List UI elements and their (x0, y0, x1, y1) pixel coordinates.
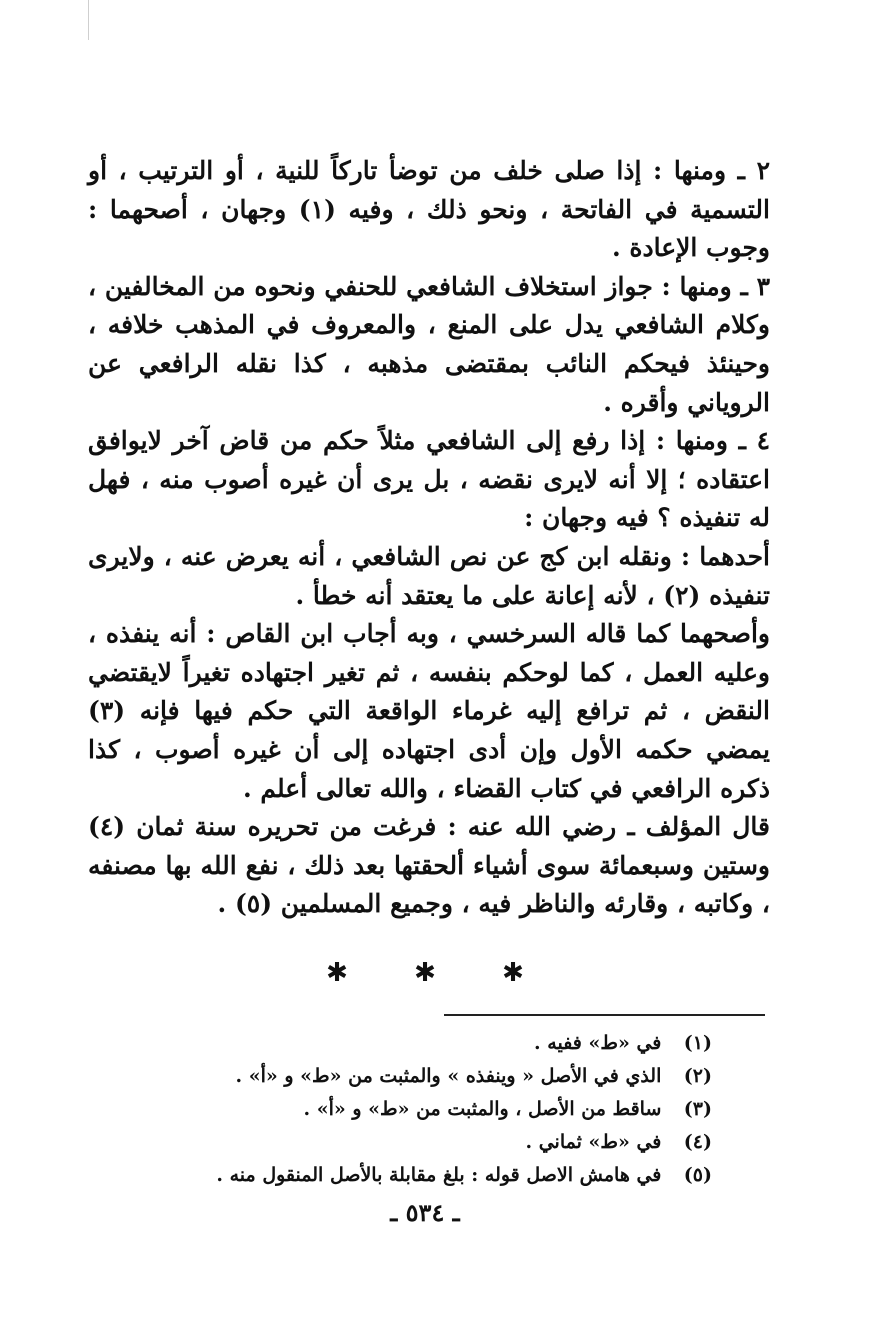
footnote (152, 1093, 712, 1126)
footnote-number: (٢) (683, 1065, 712, 1087)
star-ornament-icon: ✱ (502, 958, 524, 988)
footnote-number: (١) (683, 1032, 712, 1054)
footnote-text: ساقط من الأصل ، والمثبت من «ط» و «أ» . (303, 1098, 662, 1120)
section-end-ornaments (320, 956, 530, 990)
paragraph: ٣ ـ ومنها : جواز استخلاف الشافعي للحنفي ونحوه من المخالفين ، وكلام الشافعي يدل على المنع ، والمعروف في المذهب خلافه ، وحينئذ فيحكم النائب بمقتضى مذهبه ، كذا نقله الرافعي عن الروياني وأقره . (88, 271, 770, 417)
footnote-text: في «ط» ففيه . (534, 1032, 662, 1054)
main-text (88, 152, 770, 924)
footnote (152, 1126, 712, 1159)
footnote-separator (444, 1014, 765, 1016)
paragraph: قال المؤلف ـ رضي الله عنه : فرغت من تحريره سنة ثمان (٤) وستين وسبعمائة سوى أشياء ألحقتها بعد ذلك ، نفع الله بها مصنفه ، وكاتبه ، وقارئه والناظر فيه ، وجميع المسلمين (٥) . (88, 812, 770, 919)
paragraph: ٤ ـ ومنها : إذا رفع إلى الشافعي مثلاً حكم من قاض آخر لايوافق اعتقاده ؛ إلا أنه لايرى نقضه ، بل يرى أن غيره أصوب منه ، فهل له تنفيذه ؟ فيه وجهان : (88, 426, 770, 533)
footnote-number: (٣) (683, 1098, 712, 1120)
star-ornament-icon: ✱ (414, 958, 436, 988)
footnote (152, 1027, 712, 1060)
footnote-number: (٤) (683, 1131, 712, 1153)
footnote (152, 1060, 712, 1093)
footnotes (152, 1027, 712, 1192)
paragraph: أحدهما : ونقله ابن كج عن نص الشافعي ، أنه يعرض عنه ، ولايرى تنفيذه (٢) ، لأنه إعانة على ما يعتقد أنه خطأ . (88, 541, 770, 610)
star-ornament-icon: ✱ (326, 958, 348, 988)
footnote-text: في هامش الاصل قوله : بلغ مقابلة بالأصل المنقول منه . (216, 1164, 662, 1186)
footnote (152, 1159, 712, 1192)
footnote-text: في «ط» ثماني . (525, 1131, 662, 1153)
page-edge-mark (88, 0, 89, 40)
page-number: ـ ٥٣٤ ـ (390, 1198, 460, 1227)
footnote-text: الذي في الأصل « وينفذه » والمثبت من «ط» و «أ» . (235, 1065, 662, 1087)
footnote-number: (٥) (683, 1164, 712, 1186)
paragraph: ٢ ـ ومنها : إذا صلى خلف من توضأ تاركاً للنية ، أو الترتيب ، أو التسمية في الفاتحة ، ونحو ذلك ، وفيه (١) وجهان ، أصحهما : وجوب الإعادة . (88, 156, 770, 263)
paragraph: وأصحهما كما قاله السرخسي ، وبه أجاب ابن القاص : أنه ينفذه ، وعليه العمل ، كما لوحكم بنفسه ، ثم تغير اجتهاده تغيراً لايقتضي النقض ، ثم ترافع إليه غرماء الواقعة التي حكم فيها فإنه (٣) يمضي حكمه الأول وإن أدى اجتهاده إلى أن غيره أصوب ، كذا ذكره الرافعي في كتاب القضاء ، والله تعالى أعلم . (88, 619, 770, 803)
